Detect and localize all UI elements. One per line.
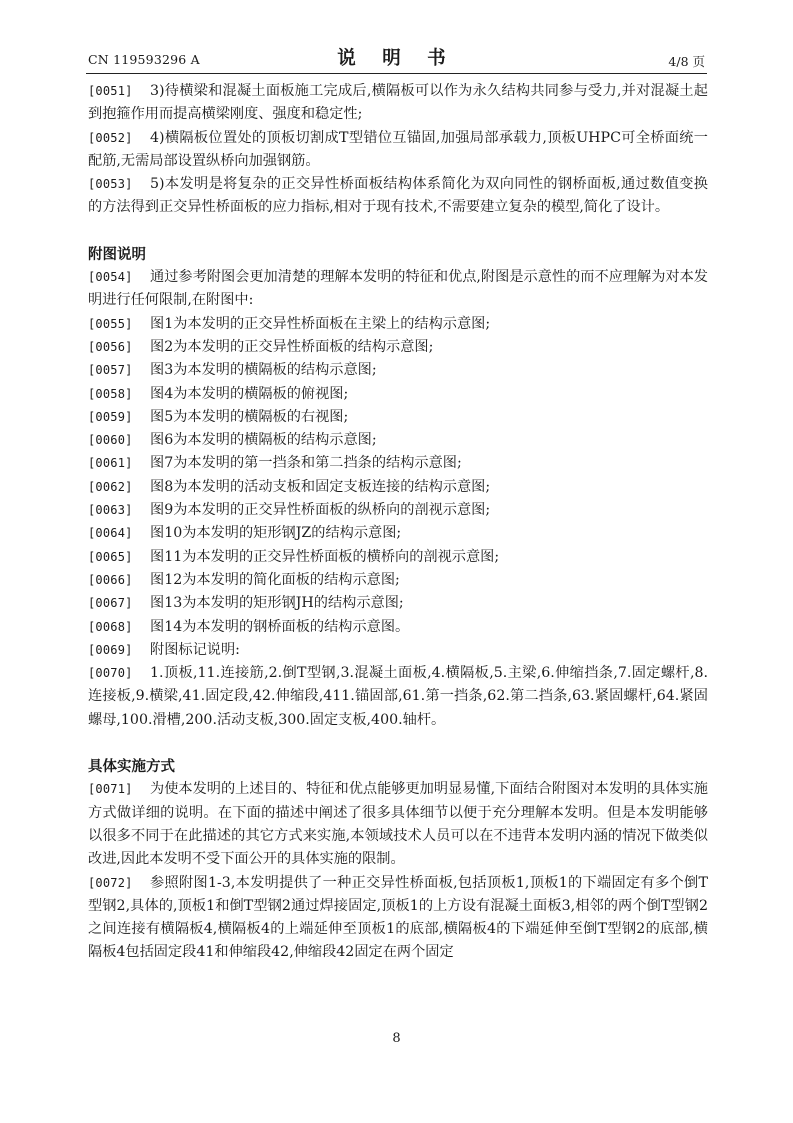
paragraph-text: 图4为本发明的横隔板的俯视图; <box>150 385 349 402</box>
paragraph-number: [0059] <box>88 409 133 424</box>
paragraph-text: 图10为本发明的矩形钢JZ的结构示意图; <box>150 525 402 542</box>
paragraph-text: 5)本发明是将复杂的正交异性桥面板结构体系简化为双向同性的钢桥面板,通过数值变换的方法得到正交异性桥面板的应力指标,相对于现有技术,不需要建立复杂的模型,简化了设计。 <box>88 176 708 216</box>
paragraph-0057 <box>88 359 708 382</box>
paragraph-text: 参照附图1-3,本发明提供了一种正交异性桥面板,包括顶板1,顶板1的下端固定有多个倒T型钢2,具体的,顶板1和倒T型钢2通过焊接固定,顶板1的上方设有混凝土面板3,相邻的两个倒T型钢2之间连接有横隔板4,横隔板4的上端延伸至顶板1的底部,横隔板4的下端延伸至倒T型钢2的底部,横隔板4包括固定段41和伸缩段42,伸缩段42固定在两个固定 <box>88 874 708 961</box>
paragraph-0064 <box>88 522 708 545</box>
paragraph-number: [0056] <box>88 339 133 354</box>
paragraph-number: [0053] <box>88 177 133 192</box>
paragraph-number: [0060] <box>88 433 133 448</box>
section-heading-figures: 附图说明 <box>88 245 146 263</box>
paragraph-0059 <box>88 406 708 429</box>
paragraph-number: [0071] <box>88 782 133 797</box>
paragraph-0054 <box>88 266 708 313</box>
paragraph-0055 <box>88 313 708 336</box>
paragraph-number: [0058] <box>88 386 133 401</box>
document-title: 说 明 书 <box>337 48 456 69</box>
paragraph-0067 <box>88 592 708 615</box>
paragraph-number: [0062] <box>88 479 133 494</box>
paragraph-number: [0070] <box>88 666 133 681</box>
paragraph-text: 为使本发明的上述目的、特征和优点能够更加明显易懂,下面结合附图对本发明的具体实施方式做详细的说明。在下面的描述中阐述了很多具体细节以便于充分理解本发明。但是本发明能够以很多不同于在此描述的其它方式来实施,本领域技术人员可以在不违背本发明内涵的情况下做类似改进,因此本发明不受下面公开的具体实施的限制。 <box>88 781 708 868</box>
paragraph-text: 图13为本发明的矩形钢JH的结构示意图; <box>150 595 404 612</box>
paragraph-text: 图8为本发明的活动支板和固定支板连接的结构示意图; <box>150 478 491 495</box>
document-body <box>88 80 708 965</box>
patent-number: CN 119593296 A <box>88 52 200 67</box>
paragraph-0063 <box>88 499 708 522</box>
paragraph-number: [0052] <box>88 130 133 145</box>
paragraph-number: [0055] <box>88 316 133 331</box>
paragraph-number: [0054] <box>88 270 133 285</box>
paragraph-0071 <box>88 778 708 871</box>
paragraph-number: [0051] <box>88 84 133 98</box>
paragraph-0052 <box>88 127 708 174</box>
paragraph-0060 <box>88 429 708 452</box>
paragraph-text: 图11为本发明的正交异性桥面板的横桥向的剖视示意图; <box>150 548 500 565</box>
paragraph-text: 图5为本发明的横隔板的右视图; <box>150 408 349 425</box>
paragraph-number: [0064] <box>88 526 133 541</box>
header-divider <box>86 73 707 74</box>
paragraph-0070 <box>88 662 708 732</box>
paragraph-text: 图9为本发明的正交异性桥面板的纵桥向的剖视示意图; <box>150 502 491 519</box>
paragraph-0062 <box>88 476 708 499</box>
paragraph-number: [0067] <box>88 596 133 611</box>
paragraph-text: 附图标记说明: <box>150 641 240 658</box>
paragraph-number: [0072] <box>88 875 133 890</box>
page-indicator: 4/8 页 <box>668 54 705 69</box>
paragraph-number: [0063] <box>88 503 133 518</box>
paragraph-0066 <box>88 569 708 592</box>
paragraph-text: 图14为本发明的钢桥面板的结构示意图。 <box>150 618 410 635</box>
paragraph-text: 通过参考附图会更加清楚的理解本发明的特征和优点,附图是示意性的而不应理解为对本发明进行任何限制,在附图中: <box>88 269 708 309</box>
paragraph-0056 <box>88 336 708 359</box>
paragraph-number: [0068] <box>88 619 133 634</box>
paragraph-text: 图12为本发明的简化面板的结构示意图; <box>150 571 400 588</box>
page-number: 8 <box>392 1031 401 1046</box>
paragraph-0061 <box>88 452 708 475</box>
section-heading-embodiment: 具体实施方式 <box>88 758 175 776</box>
paragraph-text: 图2为本发明的正交异性桥面板的结构示意图; <box>150 338 434 355</box>
paragraph-text: 4)横隔板位置处的顶板切割成T型错位互锚固,加强局部承载力,顶板UHPC可全桥面统一配筋,无需局部设置纵桥向加强钢筋。 <box>88 129 708 169</box>
paragraph-text: 图7为本发明的第一挡条和第二挡条的结构示意图; <box>150 455 462 472</box>
paragraph-text: 图1为本发明的正交异性桥面板在主梁上的结构示意图; <box>150 315 491 332</box>
paragraph-number: [0057] <box>88 363 133 378</box>
paragraph-number: [0061] <box>88 456 133 471</box>
paragraph-0072 <box>88 872 708 965</box>
paragraph-0065 <box>88 546 708 569</box>
paragraph-number: [0069] <box>88 642 133 657</box>
paragraph-text: 1.顶板,11.连接筋,2.倒T型钢,3.混凝土面板,4.横隔板,5.主梁,6.伸缩挡条,7.固定螺杆,8.连接板,9.横梁,41.固定段,42.伸缩段,411.锚固部,61.第一挡条,62.第二挡条,63.紧固螺杆,64.紧固螺母,100.滑槽,200.活动支板,300.固定支板,400.轴杆。 <box>88 665 708 728</box>
paragraph-0068 <box>88 616 708 639</box>
paragraph-0053 <box>88 173 708 220</box>
paragraph-number: [0065] <box>88 549 133 564</box>
paragraph-0051 <box>88 80 708 127</box>
paragraph-0069 <box>88 639 708 662</box>
paragraph-text: 图6为本发明的横隔板的结构示意图; <box>150 432 377 449</box>
paragraph-0058 <box>88 383 708 406</box>
paragraph-text: 图3为本发明的横隔板的结构示意图; <box>150 362 377 379</box>
paragraph-number: [0066] <box>88 572 133 587</box>
paragraph-text: 3)待横梁和混凝土面板施工完成后,横隔板可以作为永久结构共同参与受力,并对混凝土起到抱箍作用而提高横梁刚度、强度和稳定性; <box>88 83 708 123</box>
